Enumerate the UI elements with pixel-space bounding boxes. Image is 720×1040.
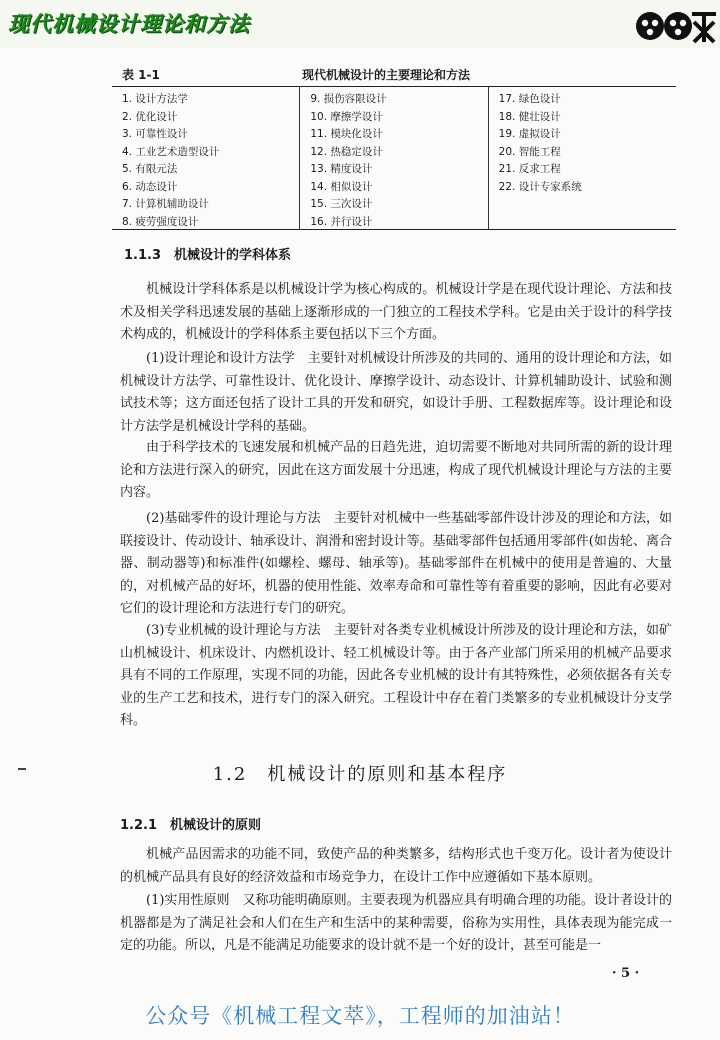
table-cell: 16. 并行设计 (310, 215, 373, 228)
section-heading-1-2-1: 1.2.1 机械设计的原则 (120, 818, 262, 833)
table-cell: 14. 相似设计 (310, 180, 373, 193)
table-cell: 22. 设计专家系统 (498, 180, 582, 193)
table-cell: 8. 疲劳强度设计 (122, 215, 199, 228)
table-cell: 2. 优化设计 (122, 110, 178, 123)
table-title: 现代机械设计的主要理论和方法 (302, 68, 471, 82)
table-cell: 11. 模块化设计 (310, 128, 383, 140)
paragraph: (1)实用性原则 又称功能明确原则。主要表现为机器应具有明确合理的功能。设计者设计的机器都是为了满足社会和人们在生产和生活中的某种需要，俗称为实用性，具体表现为能完成一定的功能。所以，凡是不能满足功能要求的设计就不是一个好的设计，甚至可能是一 (120, 893, 672, 953)
table-cell: 21. 反求工程 (498, 163, 561, 175)
publisher-logo-icon (634, 2, 718, 46)
table-cell: 10. 摩擦学设计 (310, 110, 383, 123)
table-cell: 4. 工业艺术造型设计 (122, 145, 220, 158)
table-cell: 20. 智能工程 (498, 145, 561, 158)
table-column-2 (299, 87, 487, 229)
table-cell: 5. 有限元法 (122, 163, 178, 175)
footer-banner: 公众号《机械工程文萃》，工程师的加油站！ (145, 1004, 575, 1028)
book-title: 现代机械设计理论和方法 (8, 12, 250, 36)
table-body (112, 86, 676, 230)
page-number: · 5 · (612, 966, 640, 981)
paragraph: (2)基础零件的设计理论与方法 主要针对机械中一些基础零部件设计涉及的理论和方法，如联接设计、传动设计、轴承设计、润滑和密封设计等。基础零部件包括通用零部件(如齿轮、离合器、制动器等)和标准件(如螺栓、螺母、轴承等)。基础零部件在机械中的使用是普遍的、大量的，对机械产品的好坏，机器的使用性能、效率寿命和可靠性等有着重要的影响，因此有必要对它们的设计理论和方法进行专门的研究。 (120, 511, 672, 616)
paragraph: 机械设计学科体系是以机械设计学为核心构成的。机械设计学是在现代设计理论、方法和技术及相关学科迅速发展的基础上逐渐形成的一门独立的工程技术学科。它是由关于设计的科学技术构成的，机械设计的学科体系主要包括以下三个方面。 (120, 282, 672, 342)
table-cell: 13. 精度设计 (310, 163, 373, 175)
paragraph: (1)设计理论和设计方法学 主要针对机械设计所涉及的共同的、通用的设计理论和方法，如机械设计方法学、可靠性设计、优化设计、摩擦学设计、动态设计、计算机辅助设计、试验和测试技术等；这方面还包括了设计工具的开发和研究，如设计手册、工程数据库等。设计理论和设计方法学是机械设计学科的基础。 (120, 351, 672, 434)
table-cell: 15. 三次设计 (310, 198, 373, 210)
table-cell: 1. 设计方法学 (122, 93, 188, 105)
paragraph: 机械产品因需求的功能不同，致使产品的种类繁多，结构形式也千变万化。设计者为使设计的机械产品具有良好的经济效益和市场竞争力，在设计工作中应遵循如下基本原则。 (120, 847, 672, 885)
table-cell: 6. 动态设计 (122, 180, 178, 193)
table-cell: 3. 可靠性设计 (122, 128, 188, 140)
table-cell: 9. 损伤容限设计 (310, 93, 387, 105)
table-column-1 (112, 87, 299, 229)
table-cell: 19. 虚拟设计 (498, 128, 561, 140)
paragraph: (3)专业机械的设计理论与方法 主要针对各类专业机械设计所涉及的设计理论和方法，如矿山机械设计、机床设计、内燃机设计、轻工机械设计等。由于各产业部门所采用的机械产品要求具有不同的工作原理，实现不同的功能，因此各专业机械的设计有其特殊性，必须依据各有关专业的生产工艺和技术，进行专门的深入研究。工程设计中存在着门类繁多的专业机械设计分支学科。 (120, 623, 672, 728)
section-heading-1-1-3: 1.1.3 机械设计的学科体系 (124, 248, 292, 263)
table-column-3 (488, 87, 676, 229)
table-cell: 18. 健壮设计 (498, 110, 561, 123)
chapter-heading-1-2: 1.2 机械设计的原则和基本程序 (212, 764, 508, 785)
table-cell: 12. 热稳定设计 (310, 145, 383, 158)
table-label: 表 1-1 (122, 68, 160, 82)
paragraph: 由于科学技术的飞速发展和机械产品的日趋先进，迫切需要不断地对共同所需的新的设计理论和方法进行深入的研究，因此在这方面发展十分迅速，构成了现代机械设计理论与方法的主要内容。 (120, 440, 672, 500)
header-bar (0, 0, 720, 48)
table-cell: 17. 绿色设计 (498, 93, 561, 105)
table-cell: 7. 计算机辅助设计 (122, 198, 209, 210)
